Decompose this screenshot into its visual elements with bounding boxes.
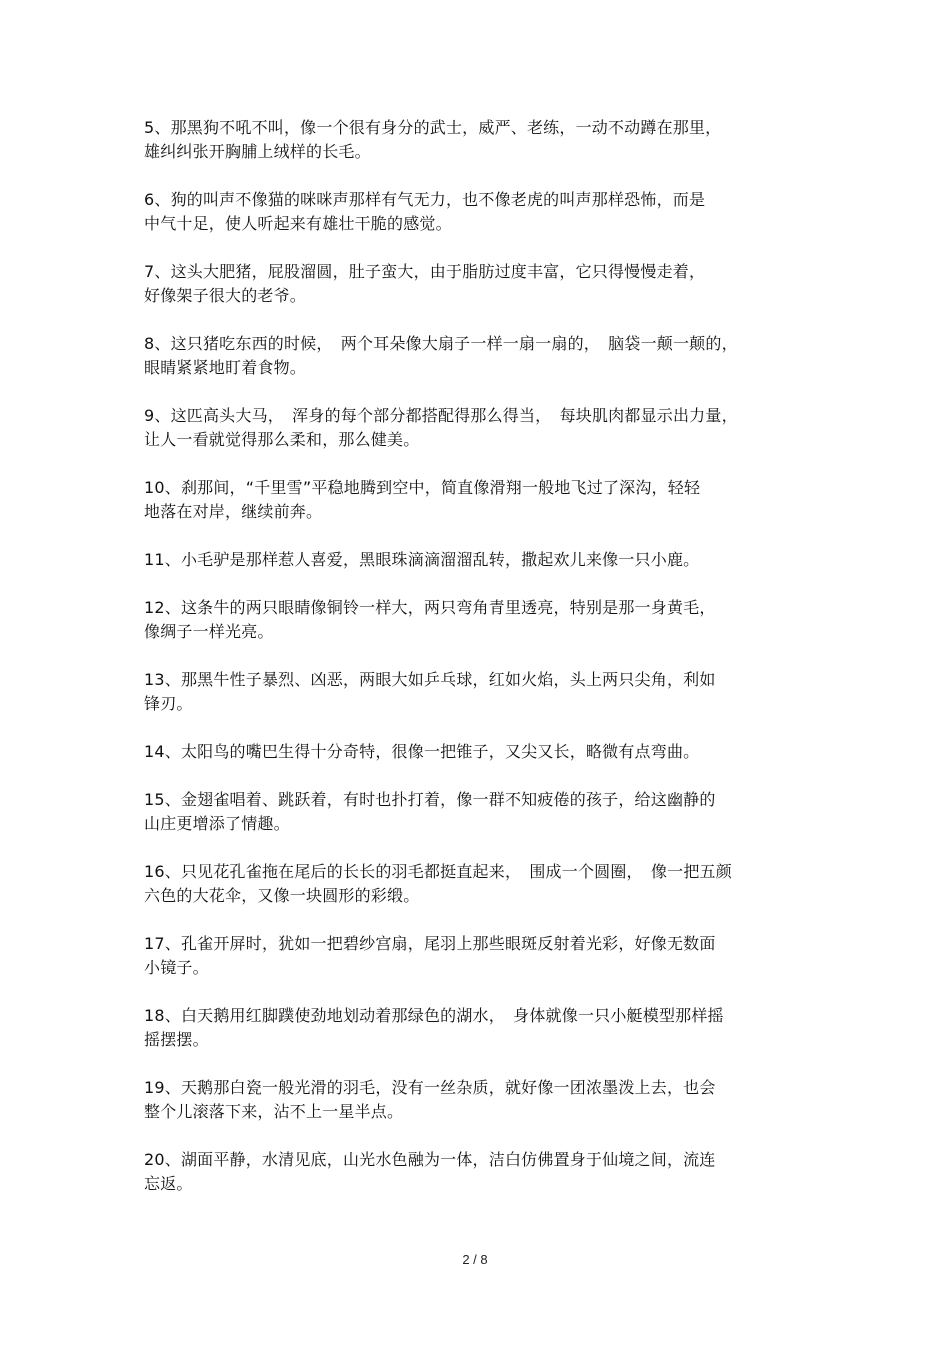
paragraph-line: 6、狗的叫声不像猫的咪咪声那样有气无力，也不像老虎的叫声那样恐怖，而是 <box>144 190 706 209</box>
paragraph-line: 13、那黑牛性子暴烈、凶恶，两眼大如乒乓球，红如火焰，头上两只尖角，利如 <box>144 670 716 689</box>
paragraph-line: 17、孔雀开屏时，犹如一把碧纱宫扇，尾羽上那些眼斑反射着光彩，好像无数面 <box>144 934 716 953</box>
paragraph-16 <box>144 860 814 908</box>
paragraph-line: 5、那黑狗不吼不叫，像一个很有身分的武士，威严、老练，一动不动蹲在那里， <box>144 118 722 137</box>
paragraph-line: 好像架子很大的老爷。 <box>144 286 307 305</box>
document-body <box>144 116 814 1220</box>
paragraph-line: 像绸子一样光亮。 <box>144 622 274 641</box>
paragraph-line: 让人一看就觉得那么柔和，那么健美。 <box>144 430 420 449</box>
paragraph-line: 8、这只猪吃东西的时候， 两个耳朵像大扇子一样一扇一扇的， 脑袋一颠一颠的， <box>144 334 738 353</box>
paragraph-line: 锋刃。 <box>144 694 193 713</box>
paragraph-line: 11、小毛驴是那样惹人喜爱，黑眼珠滴滴溜溜乱转，撒起欢儿来像一只小鹿。 <box>144 550 700 569</box>
page-number: 2 / 8 <box>462 1252 488 1267</box>
paragraph-line: 19、天鹅那白瓷一般光滑的羽毛，没有一丝杂质，就好像一团浓墨泼上去，也会 <box>144 1078 716 1097</box>
paragraph-line: 12、这条牛的两只眼睛像铜铃一样大，两只弯角青里透亮，特别是那一身黄毛， <box>144 598 716 617</box>
paragraph-14 <box>144 740 814 764</box>
paragraph-8 <box>144 332 814 380</box>
paragraph-5 <box>144 116 814 164</box>
paragraph-line: 山庄更增添了情趣。 <box>144 814 290 833</box>
paragraph-line: 中气十足，使人听起来有雄壮干脆的感觉。 <box>144 214 452 233</box>
paragraph-line: 忘返。 <box>144 1174 193 1193</box>
paragraph-line: 15、金翅雀唱着、跳跃着，有时也扑打着，像一群不知疲倦的孩子，给这幽静的 <box>144 790 716 809</box>
paragraph-6 <box>144 188 814 236</box>
paragraph-line: 地落在对岸，继续前奔。 <box>144 502 323 521</box>
paragraph-20 <box>144 1148 814 1196</box>
paragraph-line: 小镜子。 <box>144 958 209 977</box>
paragraph-line: 16、只见花孔雀拖在尾后的长长的羽毛都挺直起来， 围成一个圆圈， 像一把五颜 <box>144 862 732 881</box>
paragraph-13 <box>144 668 814 716</box>
paragraph-line: 18、白天鹅用红脚蹼使劲地划动着那绿色的湖水， 身体就像一只小艇模型那样摇 <box>144 1006 724 1025</box>
paragraph-19 <box>144 1076 814 1124</box>
paragraph-line: 六色的大花伞，又像一块圆形的彩缎。 <box>144 886 420 905</box>
paragraph-line: 9、这匹高头大马， 浑身的每个部分都搭配得那么得当， 每块肌肉都显示出力量， <box>144 406 738 425</box>
paragraph-12 <box>144 596 814 644</box>
paragraph-10 <box>144 476 814 524</box>
paragraph-15 <box>144 788 814 836</box>
paragraph-line: 摇摆摆。 <box>144 1030 209 1049</box>
paragraph-17 <box>144 932 814 980</box>
paragraph-line: 14、太阳鸟的嘴巴生得十分奇特，很像一把锥子，又尖又长，略微有点弯曲。 <box>144 742 700 761</box>
paragraph-18 <box>144 1004 814 1052</box>
paragraph-11 <box>144 548 814 572</box>
paragraph-line: 20、湖面平静，水清见底，山光水色融为一体，洁白仿佛置身于仙境之间，流连 <box>144 1150 716 1169</box>
paragraph-7 <box>144 260 814 308</box>
paragraph-line: 10、刹那间，“千里雪”平稳地腾到空中，简直像滑翔一般地飞过了深沟，轻轻 <box>144 478 701 497</box>
paragraph-line: 眼睛紧紧地盯着食物。 <box>144 358 307 377</box>
paragraph-line: 雄纠纠张开胸脯上绒样的长毛。 <box>144 142 371 161</box>
paragraph-line: 整个儿滚落下来，沾不上一星半点。 <box>144 1102 404 1121</box>
paragraph-line: 7、这头大肥猪，屁股溜圆，肚子蛮大，由于脂肪过度丰富，它只得慢慢走着， <box>144 262 706 281</box>
paragraph-9 <box>144 404 814 452</box>
